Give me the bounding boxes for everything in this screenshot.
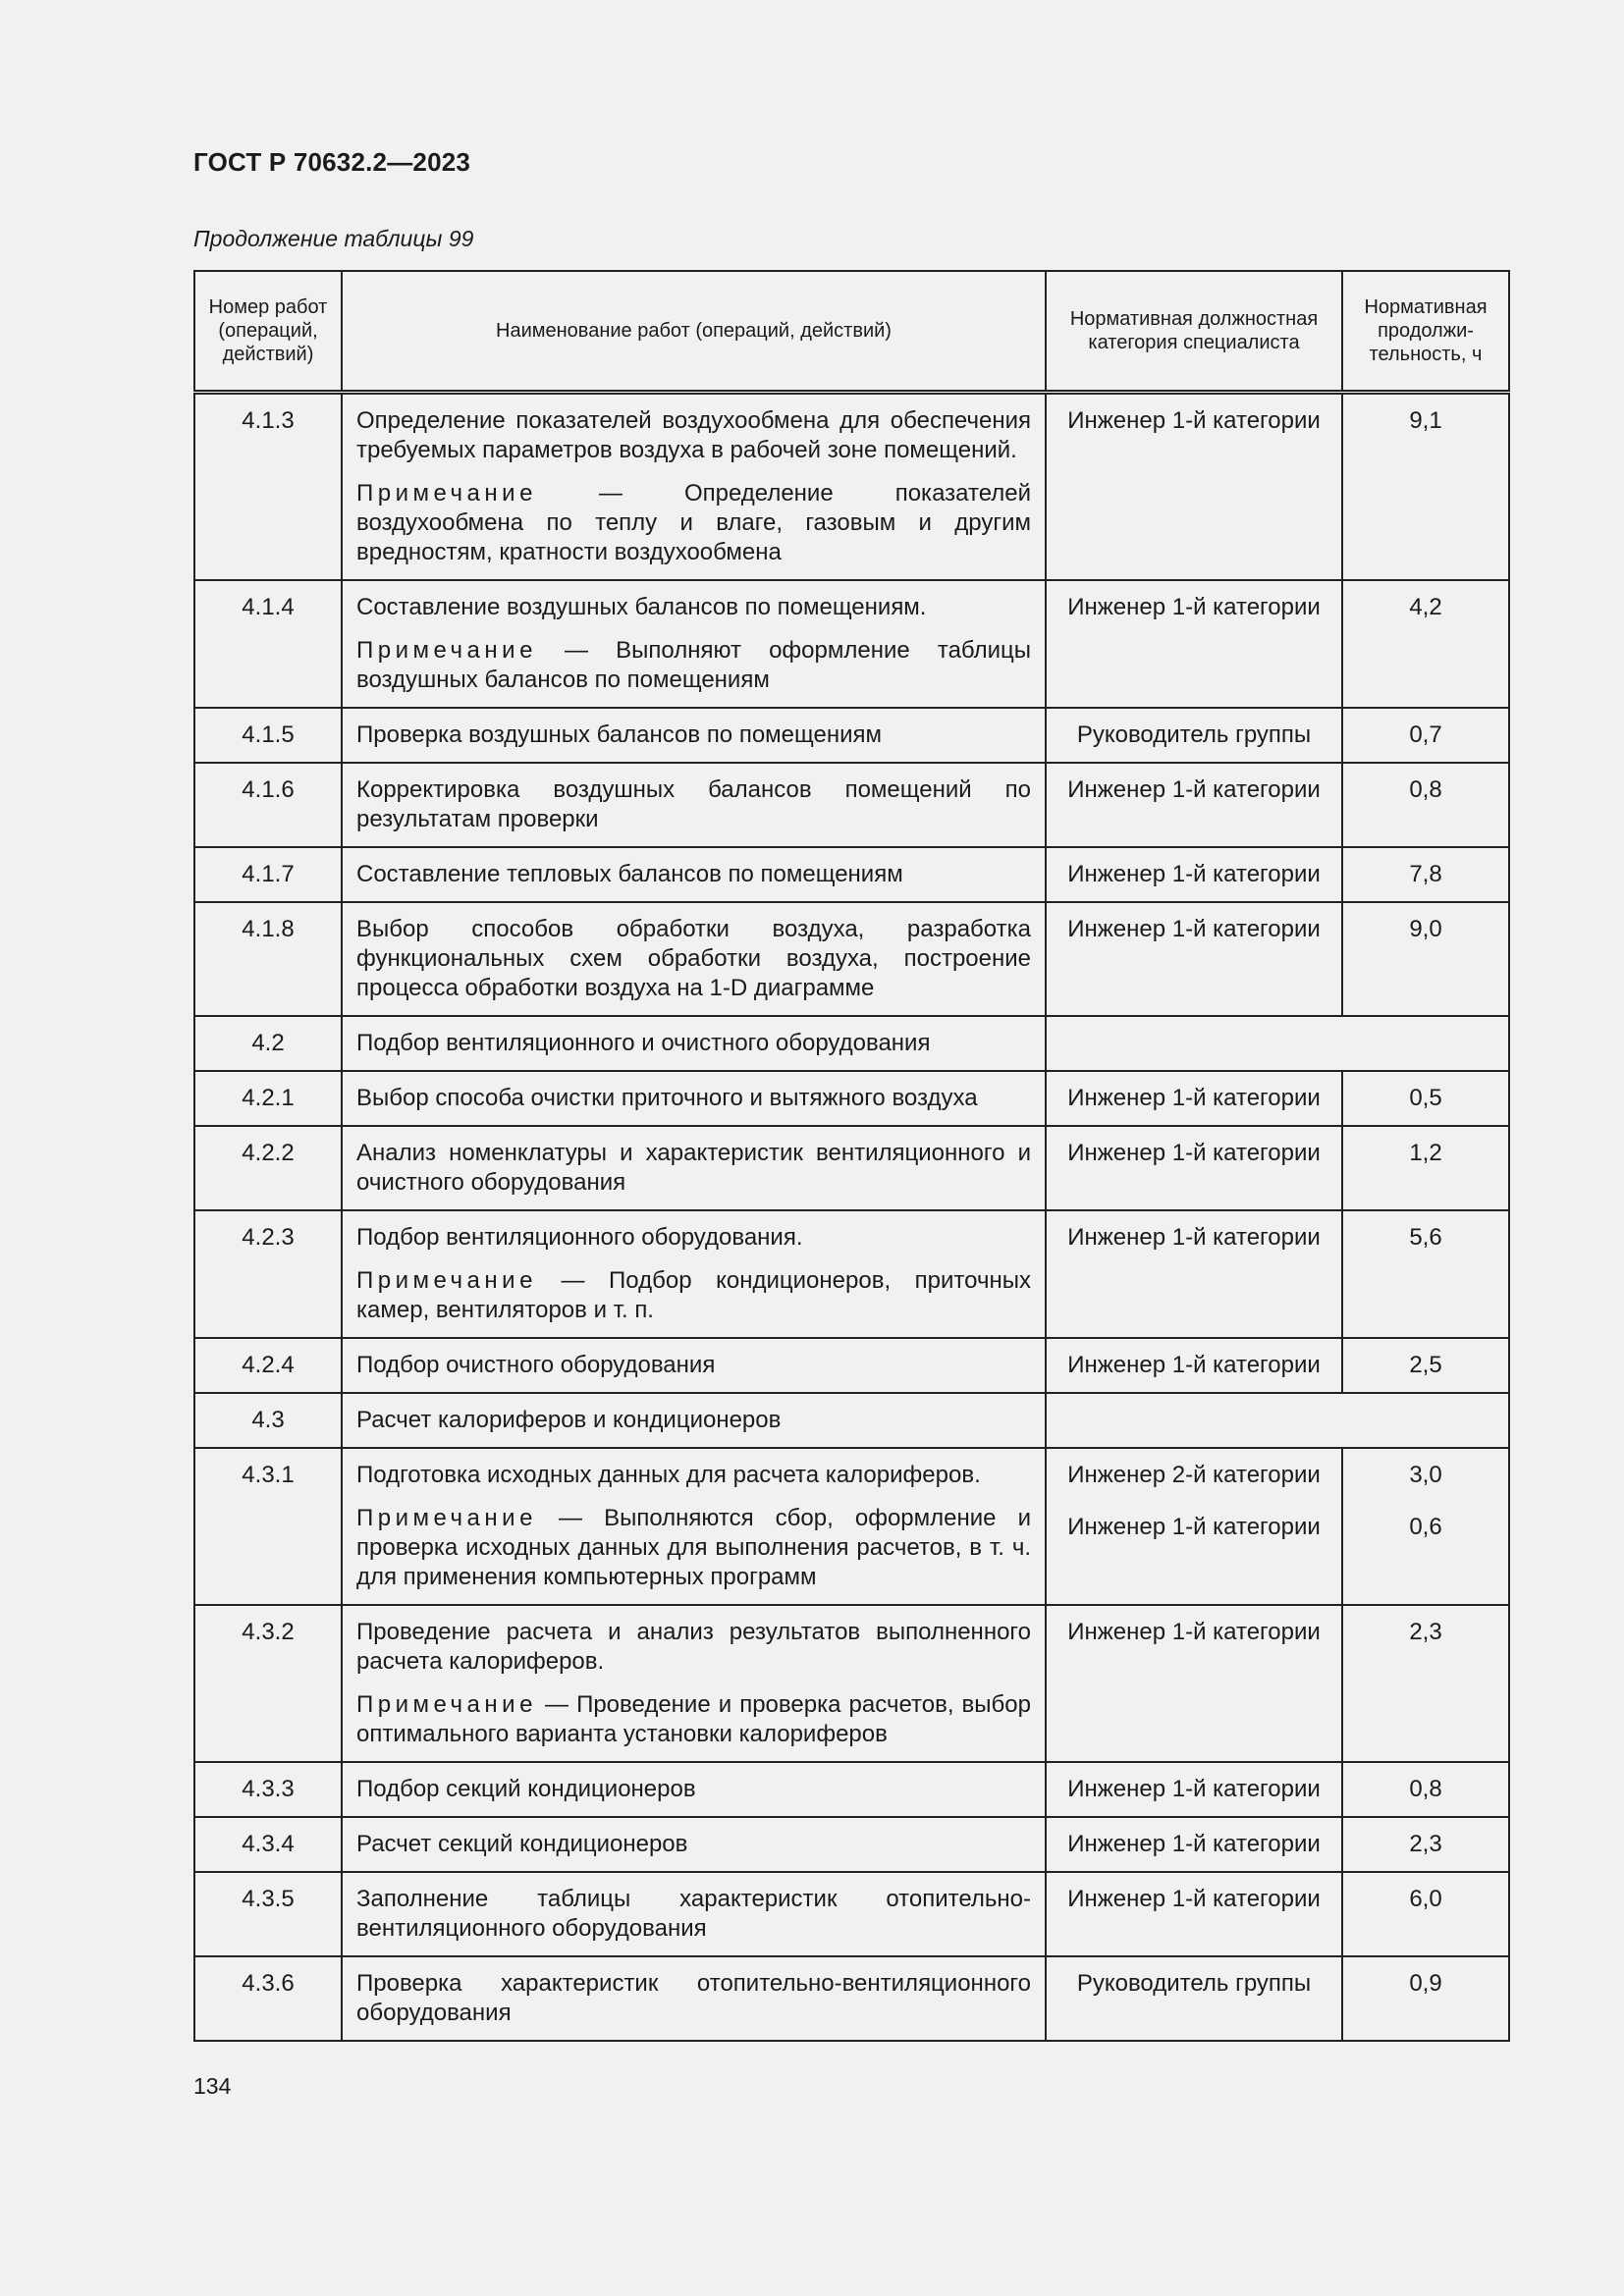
specialist-category: Инженер 1-й категории: [1046, 902, 1342, 1016]
work-name-cell: [342, 1817, 1046, 1872]
work-number: 4.2.4: [194, 1338, 342, 1393]
work-name: Расчет калориферов и кондиционеров: [356, 1407, 782, 1433]
work-name: Подбор вентиляционного оборудования.: [356, 1224, 803, 1251]
table-row: [194, 1071, 1509, 1126]
norms-table: [193, 270, 1510, 2042]
specialist-category: Руководитель группы: [1046, 1956, 1342, 2041]
duration-hours: 2,3: [1342, 1817, 1509, 1872]
table-row: [194, 902, 1509, 1016]
specialist-category: Инженер 1-й категории: [1046, 1605, 1342, 1762]
table-body: [194, 393, 1509, 2042]
note-label: Примечание: [356, 1505, 537, 1531]
duration-hours: 0,8: [1342, 763, 1509, 847]
column-header-category: Нормативная должностная категория специалиста: [1046, 271, 1342, 393]
note-label: Примечание: [356, 1691, 537, 1718]
work-name: Проверка воздушных балансов по помещениям: [356, 721, 882, 748]
duration-hours: 0,8: [1342, 1762, 1509, 1817]
work-number: 4.1.8: [194, 902, 342, 1016]
work-name-cell: [342, 1210, 1046, 1338]
work-name-cell: [342, 580, 1046, 708]
table-group-row: [194, 1016, 1509, 1071]
work-name: Проведение расчета и анализ результатов выполненного расчета калориферов.: [356, 1619, 1031, 1675]
table-row: [194, 1956, 1509, 2041]
table-row: [194, 1448, 1509, 1605]
specialist-category: Инженер 1-й категории: [1046, 393, 1342, 581]
work-name: Выбор способа очистки приточного и вытяжного воздуха: [356, 1085, 978, 1111]
duration-hours: 9,0: [1342, 902, 1509, 1016]
note-label: Примечание: [356, 480, 537, 507]
duration-item: 3,0: [1409, 1462, 1442, 1488]
specialist-category: Инженер 1-й категории: [1046, 1817, 1342, 1872]
page-number: 134: [193, 2073, 232, 2099]
table-row: [194, 580, 1509, 708]
work-note: [356, 1504, 1031, 1592]
table-header-row: [194, 271, 1509, 393]
table-caption: Продолжение таблицы 99: [193, 226, 474, 251]
work-number: 4.3.1: [194, 1448, 342, 1605]
work-name-cell: [342, 1393, 1046, 1448]
work-number: 4.2.3: [194, 1210, 342, 1338]
work-name: Подготовка исходных данных для расчета калориферов.: [356, 1462, 981, 1488]
specialist-category: Инженер 1-й категории: [1046, 1126, 1342, 1210]
work-name: Определение показателей воздухообмена для обеспечения требуемых параметров воздуха в рабочей зоне помещений.: [356, 407, 1031, 463]
work-name: Подбор вентиляционного и очистного оборудования: [356, 1030, 931, 1056]
duration-hours: 9,1: [1342, 393, 1509, 581]
work-number: 4.2.2: [194, 1126, 342, 1210]
work-note: [356, 479, 1031, 567]
work-name-cell: [342, 393, 1046, 581]
duration-hours: 1,2: [1342, 1126, 1509, 1210]
table-row: [194, 1762, 1509, 1817]
specialist-category: Инженер 1-й категории: [1046, 1762, 1342, 1817]
table-row: [194, 1817, 1509, 1872]
note-text: — Выполняются сбор, оформление и проверка исходных данных для выполнения расчетов, в т. ч. для применения компьютерных программ: [356, 1505, 1031, 1590]
specialist-category: Инженер 1-й категории: [1046, 1210, 1342, 1338]
specialist-category-item: Инженер 1-й категории: [1067, 1514, 1321, 1540]
table-row: [194, 1210, 1509, 1338]
work-name-cell: [342, 708, 1046, 763]
column-header-number: Номер работ (операций, действий): [194, 271, 342, 393]
specialist-category: Инженер 1-й категории: [1046, 847, 1342, 902]
empty-cell: [1046, 1393, 1509, 1448]
table-row: [194, 1872, 1509, 1956]
column-header-name: Наименование работ (операций, действий): [342, 271, 1046, 393]
table-row: [194, 847, 1509, 902]
duration-hours: 4,2: [1342, 580, 1509, 708]
work-name: Проверка характеристик отопительно-вентиляционного оборудования: [356, 1970, 1031, 2026]
work-name-cell: [342, 1016, 1046, 1071]
table-group-row: [194, 1393, 1509, 1448]
work-number: 4.3.6: [194, 1956, 342, 2041]
work-number: 4.3.2: [194, 1605, 342, 1762]
work-name: Подбор очистного оборудования: [356, 1352, 716, 1378]
work-name-cell: [342, 1872, 1046, 1956]
duration-hours: 0,7: [1342, 708, 1509, 763]
work-number: 4.1.4: [194, 580, 342, 708]
duration-hours: 2,5: [1342, 1338, 1509, 1393]
work-name-cell: [342, 902, 1046, 1016]
work-number: 4.3.3: [194, 1762, 342, 1817]
work-name: Выбор способов обработки воздуха, разработка функциональных схем обработки воздуха, построение процесса обработки воздуха на 1-D диаграмме: [356, 916, 1031, 1001]
work-number: 4.1.3: [194, 393, 342, 581]
empty-cell: [1046, 1016, 1509, 1071]
work-name: Анализ номенклатуры и характеристик вентиляционного и очистного оборудования: [356, 1140, 1031, 1196]
work-number: 4.3: [194, 1393, 342, 1448]
duration-hours: 7,8: [1342, 847, 1509, 902]
work-number: 4.1.6: [194, 763, 342, 847]
duration-hours: 0,9: [1342, 1956, 1509, 2041]
document-title: ГОСТ Р 70632.2—2023: [193, 147, 471, 177]
work-name: Корректировка воздушных балансов помещений по результатам проверки: [356, 776, 1031, 832]
work-name-cell: [342, 1338, 1046, 1393]
work-name-cell: [342, 847, 1046, 902]
work-name-cell: [342, 1762, 1046, 1817]
specialist-category-item: Инженер 2-й категории: [1067, 1462, 1321, 1488]
work-name-cell: [342, 1605, 1046, 1762]
work-name: Заполнение таблицы характеристик отопительно-вентиляционного оборудования: [356, 1886, 1031, 1942]
work-name: Подбор секций кондиционеров: [356, 1776, 696, 1802]
duration-hours: 0,5: [1342, 1071, 1509, 1126]
specialist-category: Инженер 1-й категории: [1046, 1071, 1342, 1126]
table-row: [194, 1126, 1509, 1210]
work-number: 4.3.5: [194, 1872, 342, 1956]
note-label: Примечание: [356, 1267, 537, 1294]
work-note: [356, 1690, 1031, 1749]
work-number: 4.2.1: [194, 1071, 342, 1126]
work-name: Расчет секций кондиционеров: [356, 1831, 688, 1857]
work-note: [356, 1266, 1031, 1325]
table-row: [194, 1605, 1509, 1762]
note-text: — Проведение и проверка расчетов, выбор оптимального варианта установки калориферов: [356, 1691, 1031, 1747]
work-name-cell: [342, 1956, 1046, 2041]
work-name-cell: [342, 1071, 1046, 1126]
work-name-cell: [342, 763, 1046, 847]
duration-item: 0,6: [1409, 1514, 1442, 1540]
specialist-category: [1046, 1448, 1342, 1605]
work-name: Составление воздушных балансов по помещениям.: [356, 594, 927, 620]
work-name-cell: [342, 1448, 1046, 1605]
duration-hours: [1342, 1448, 1509, 1605]
duration-hours: 2,3: [1342, 1605, 1509, 1762]
table-row: [194, 393, 1509, 581]
specialist-category: Инженер 1-й категории: [1046, 580, 1342, 708]
column-header-duration: Нормативная продолжи-тельность, ч: [1342, 271, 1509, 393]
work-number: 4.3.4: [194, 1817, 342, 1872]
work-note: [356, 636, 1031, 695]
specialist-category: Руководитель группы: [1046, 708, 1342, 763]
note-text: — Выполняют оформление таблицы воздушных балансов по помещениям: [356, 637, 1031, 693]
specialist-category: Инженер 1-й категории: [1046, 763, 1342, 847]
work-number: 4.2: [194, 1016, 342, 1071]
table-row: [194, 1338, 1509, 1393]
note-text: — Подбор кондиционеров, приточных камер, вентиляторов и т. п.: [356, 1267, 1031, 1323]
work-number: 4.1.7: [194, 847, 342, 902]
note-label: Примечание: [356, 637, 537, 664]
specialist-category: Инженер 1-й категории: [1046, 1338, 1342, 1393]
duration-hours: 5,6: [1342, 1210, 1509, 1338]
note-text: — Определение показателей воздухообмена по теплу и влаге, газовым и другим вредностям, кратности воздухообмена: [356, 480, 1032, 565]
work-number: 4.1.5: [194, 708, 342, 763]
table-row: [194, 708, 1509, 763]
work-name-cell: [342, 1126, 1046, 1210]
table-row: [194, 763, 1509, 847]
duration-hours: 6,0: [1342, 1872, 1509, 1956]
specialist-category: Инженер 1-й категории: [1046, 1872, 1342, 1956]
work-name: Составление тепловых балансов по помещениям: [356, 861, 903, 887]
